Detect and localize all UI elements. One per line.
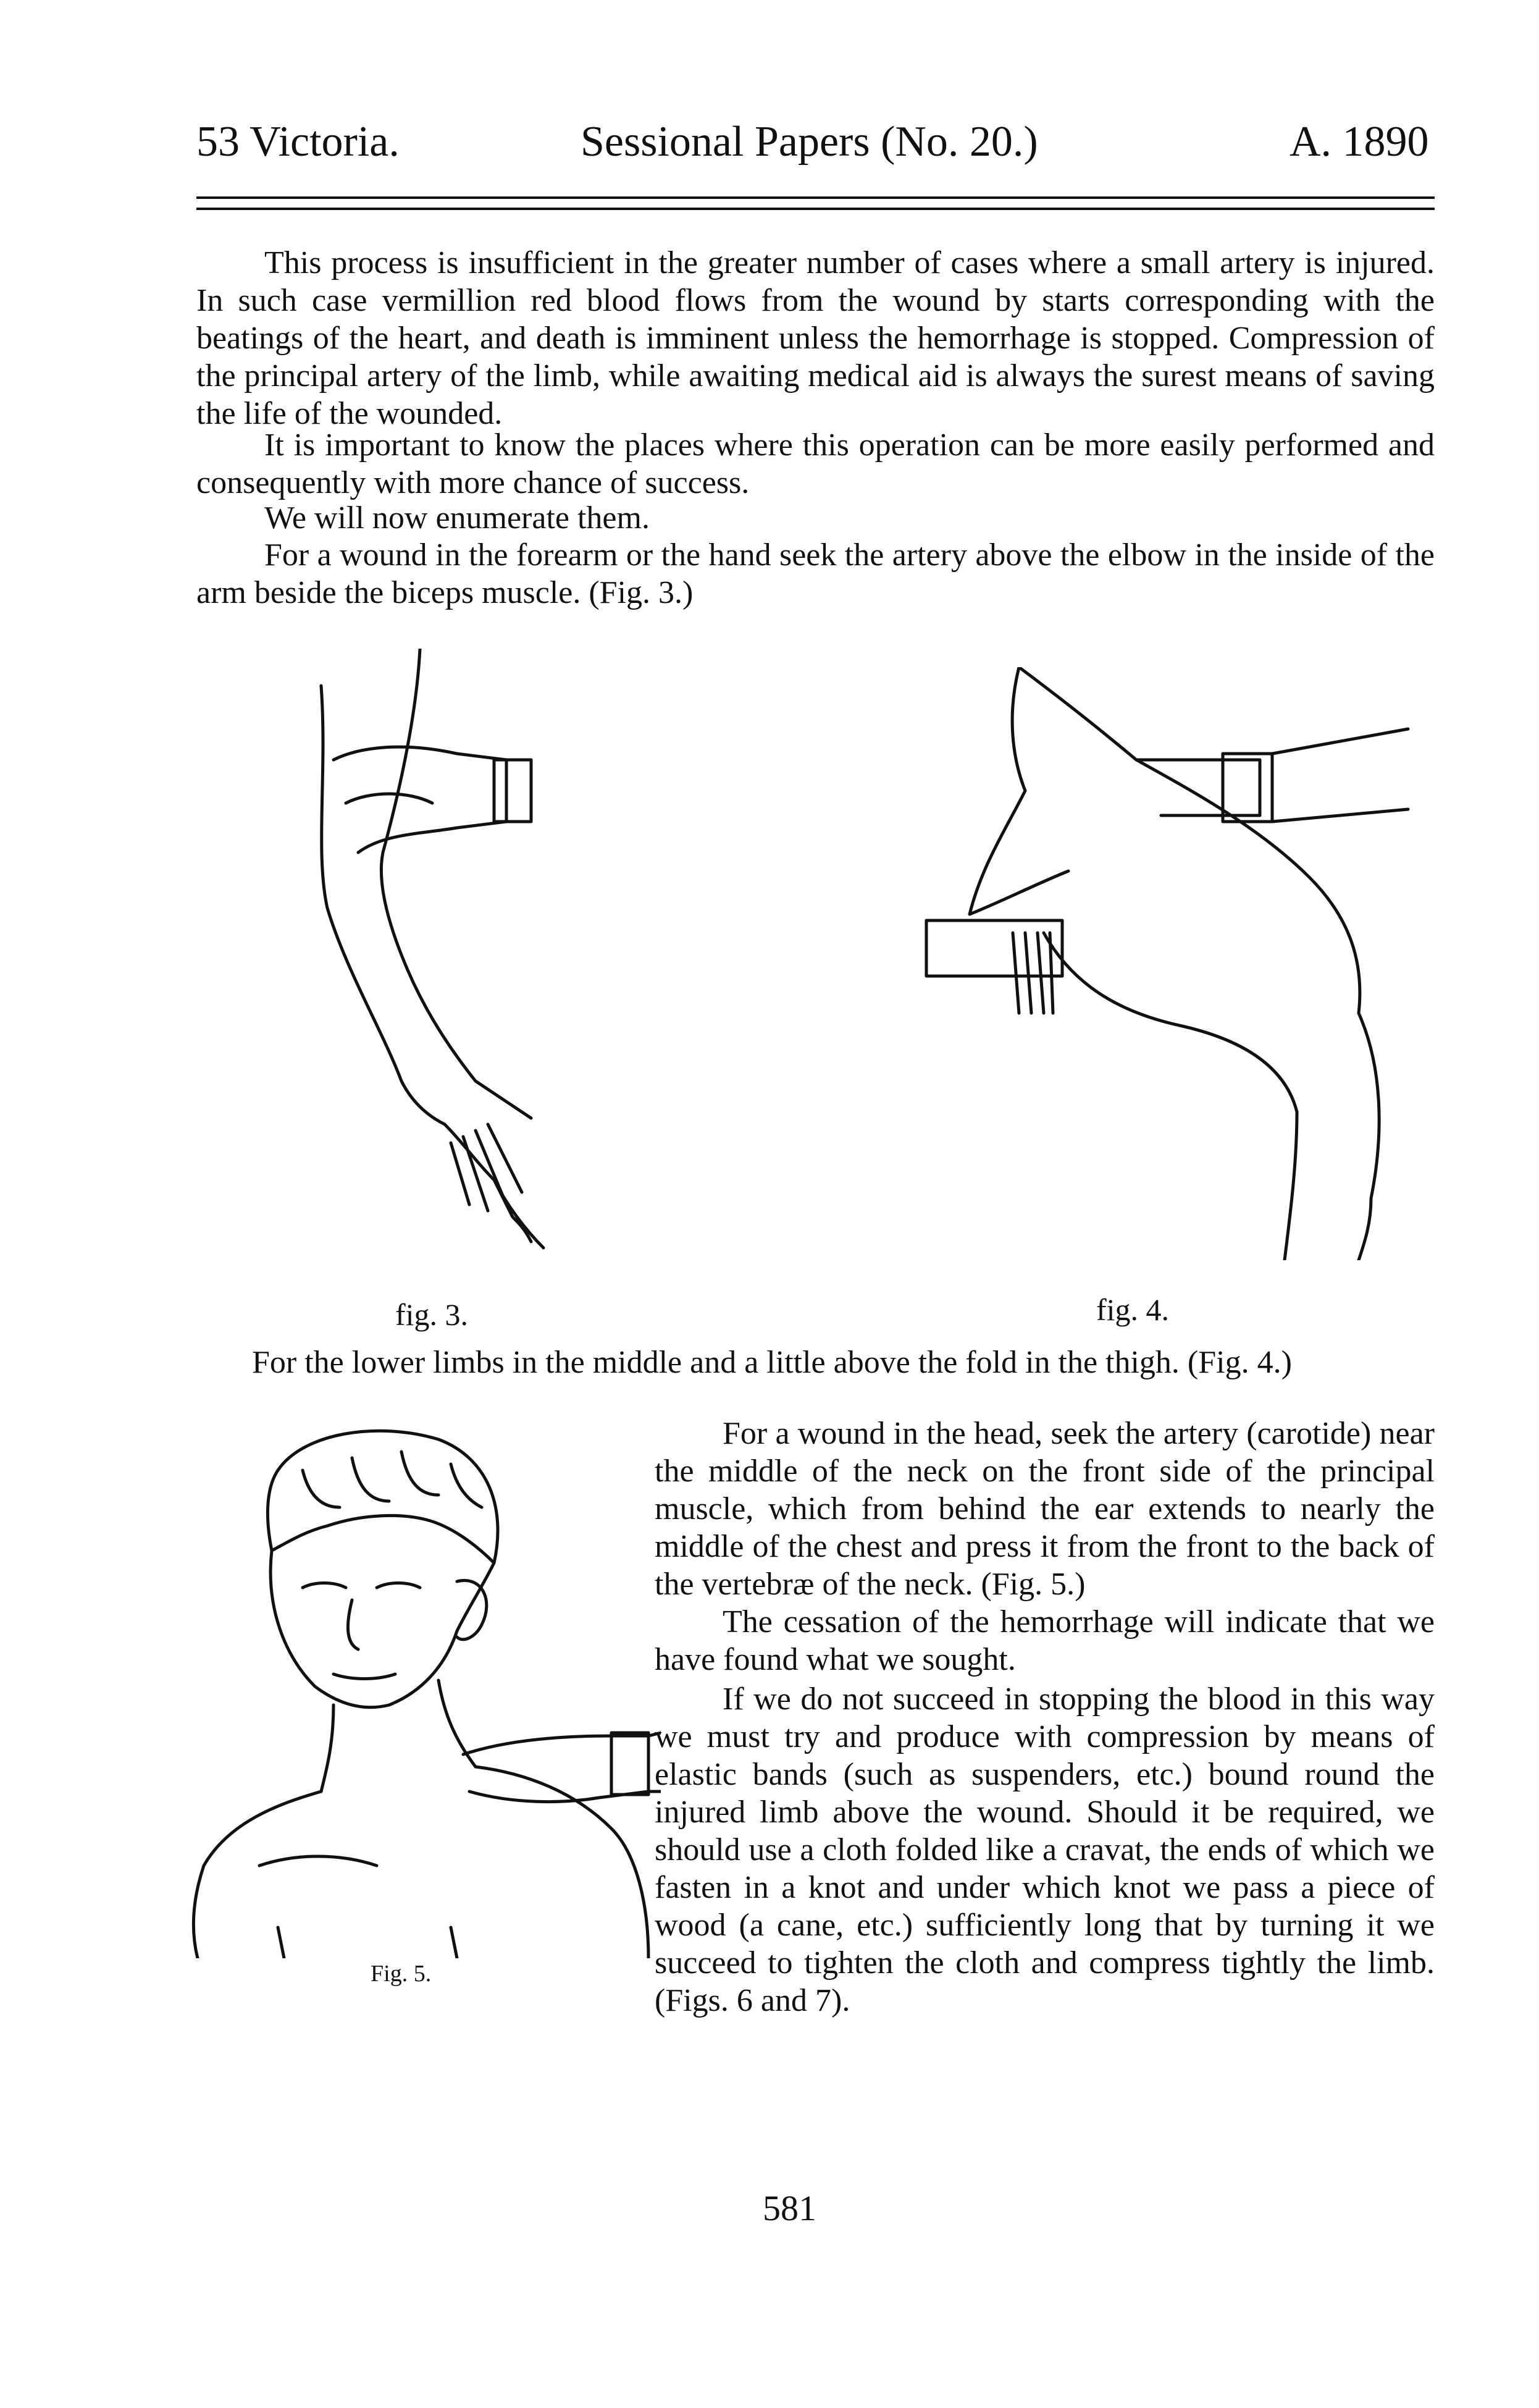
paragraph-1: This process is insufficient in the greater number of cases where a small artery is injured. In such case vermillion red blood flows from the wound by starts corresponding with the beatings of the heart, and death is imminent unless the hemorrhage is stopped. Compression of the principal artery of the limb, while awaiting medical aid is always the surest means of saving the life of the wounded.	[196, 245, 1435, 431]
fig5-face	[270, 1551, 494, 1707]
figure-5-illustration	[179, 1421, 661, 1958]
header-center: Sessional Papers (No. 20.)	[581, 118, 1038, 166]
header-left: 53 Victoria.	[196, 118, 400, 166]
fig5-chest-lines	[259, 1856, 457, 1958]
fig5-hair	[267, 1431, 498, 1563]
fig3-arm-inner	[381, 649, 476, 1081]
page-number: 581	[763, 2188, 816, 2228]
fig5-shoulders	[193, 1767, 648, 1958]
header-rule-bottom	[196, 208, 1435, 210]
fig4-cloth	[970, 667, 1136, 914]
fig5-eyes	[303, 1583, 420, 1588]
fig3-cuff	[494, 760, 531, 822]
fig5-ear	[457, 1580, 487, 1639]
figure-3-illustration	[309, 649, 568, 1266]
paragraph-3: We will now enumerate them.	[264, 500, 650, 536]
fig3-arm-outer	[321, 686, 445, 1124]
fig3-thumb	[346, 794, 432, 803]
paragraph-6: For a wound in the head, seek the artery (carotide) near the middle of the neck on the front side of the principal muscle, which from behind the ear extends to nearly the middle of the chest and press it from the front to the back of the vertebræ of the neck. (Fig. 5.)	[655, 1416, 1435, 1602]
paragraph-2: It is important to know the places where this operation can be more easily performed and consequently with more chance of success.	[196, 427, 1435, 500]
header-rule-top	[196, 196, 1435, 199]
figure-4-illustration	[914, 667, 1451, 1260]
fig4-sleeve-upper	[1272, 729, 1408, 822]
fig4-lower-cuff	[926, 920, 1062, 976]
fig5-hair-curls	[303, 1452, 482, 1507]
fig4-lower-leg	[1359, 1198, 1371, 1260]
figure-5-caption: Fig. 5.	[371, 1961, 432, 1987]
header-right: A. 1890	[1289, 118, 1429, 166]
figure-4-caption: fig. 4.	[1096, 1292, 1170, 1327]
figure-3-caption: fig. 3.	[395, 1297, 469, 1332]
fig4-thigh-top	[1136, 760, 1360, 1013]
paragraph-5: For the lower limbs in the middle and a little above the fold in the thigh. (Fig. 4.)	[252, 1345, 1292, 1380]
paragraph-7: The cessation of the hemorrhage will indicate that we have found what we sought.	[655, 1604, 1435, 1677]
fig5-neck	[321, 1680, 476, 1791]
fig5-cuff	[611, 1733, 648, 1795]
fig3-fingers	[451, 1124, 522, 1211]
paragraph-8: If we do not succeed in stopping the blood in this way we must try and produce with compression by means of elastic bands (such as suspenders, etc.) bound round the injured limb above the wound. Should it be required, we should use a cloth folded like a cravat, the ends of which we fasten in a knot and under which knot we pass a piece of wood (a cane, etc.) sufficiently long that by turning it we succeed to tighten the cloth and compress tightly the limb. (Figs. 6 and 7).	[655, 1682, 1435, 2018]
fig5-nose-mouth	[333, 1600, 395, 1679]
fig4-upper-cuff	[1223, 754, 1272, 822]
fig4-knee	[1285, 1013, 1379, 1260]
paragraph-4: For a wound in the forearm or the hand seek the artery above the elbow in the inside of the arm beside the biceps muscle. (Fig. 3.)	[196, 537, 1435, 610]
fig4-thigh-bottom	[1044, 933, 1297, 1112]
fig3-hand	[445, 1081, 543, 1248]
fig4-upper-hand	[1136, 760, 1260, 815]
fig4-hatching	[1013, 933, 1053, 1013]
